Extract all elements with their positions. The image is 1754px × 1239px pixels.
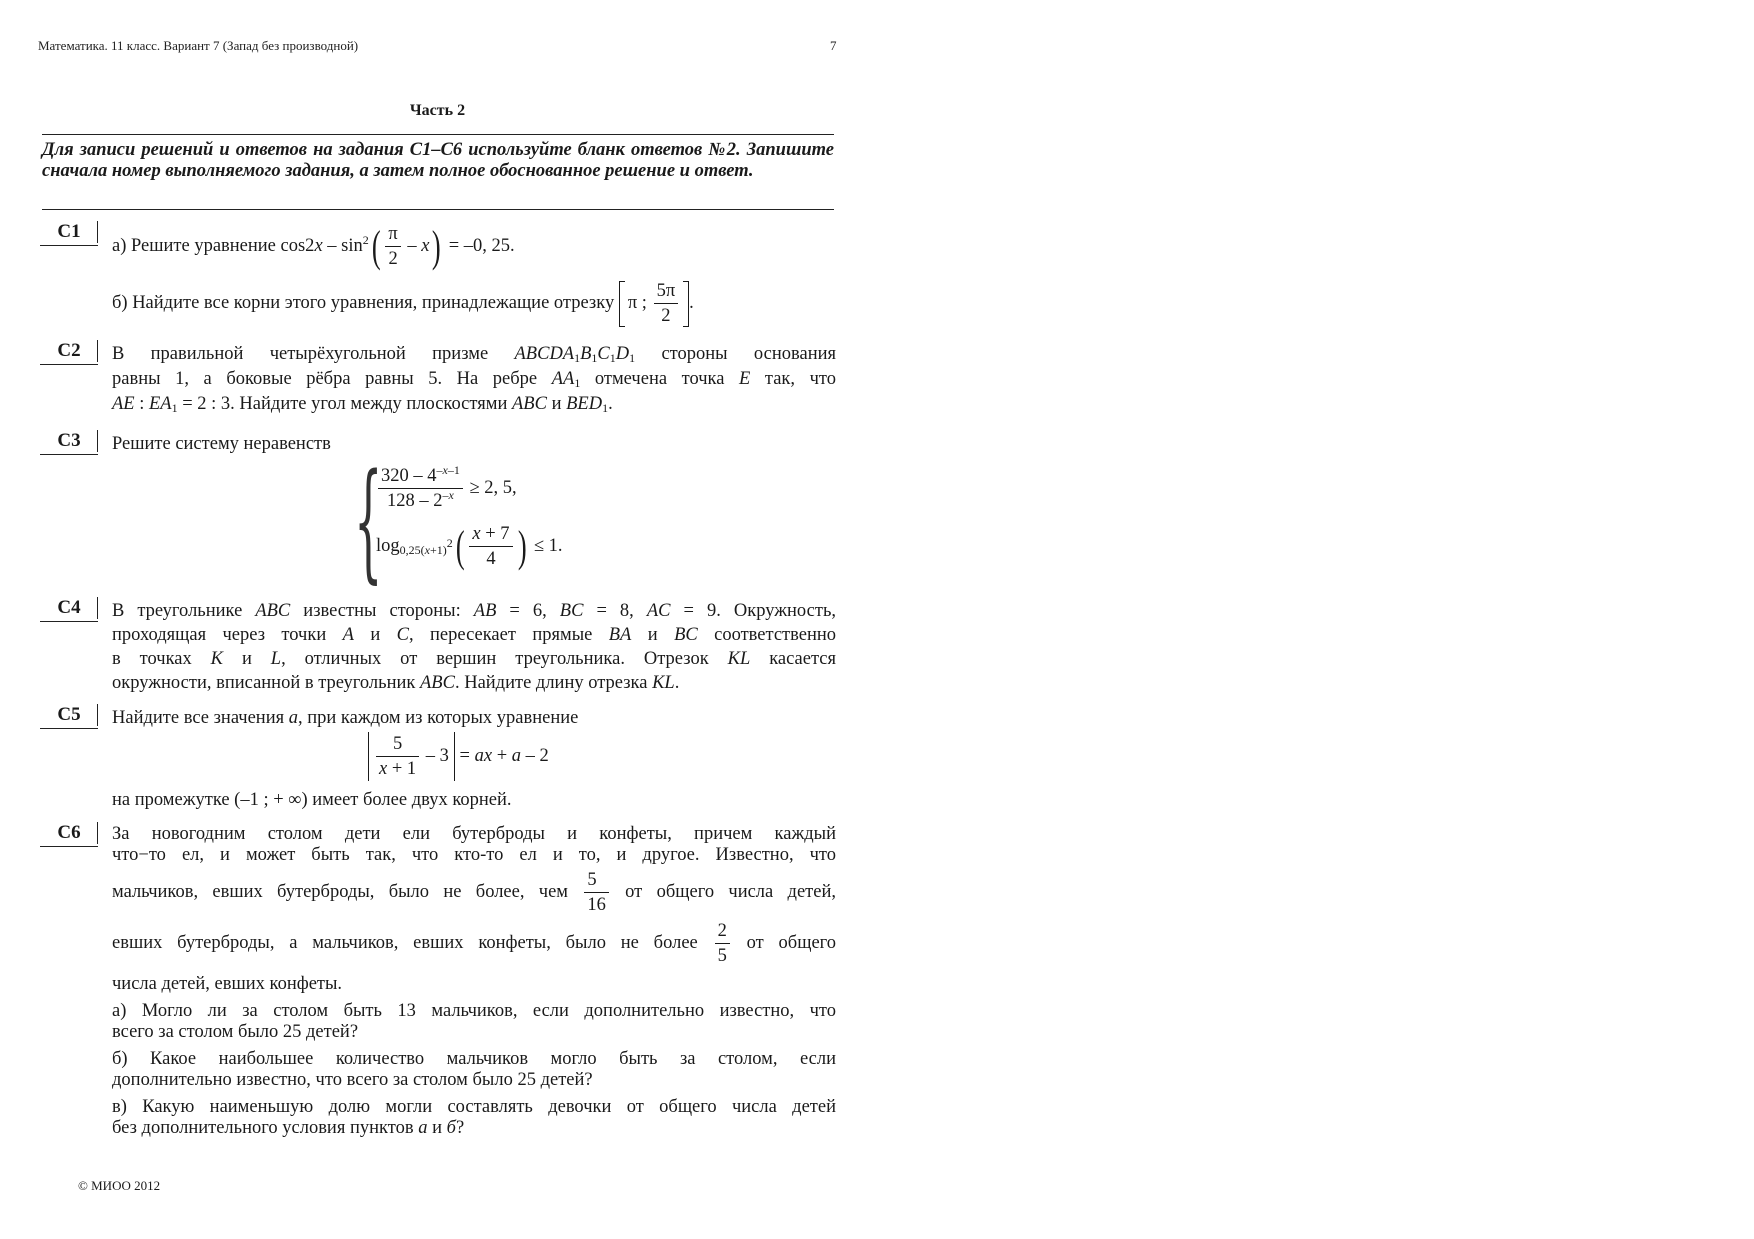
system-brace: { xyxy=(354,447,383,596)
c1-part-a: а) Решите уравнение $\cos 2x - \sin^2$( $\frac{\pi}{2}$ – x) = –0, 25. xyxy=(112,221,515,271)
rule-top xyxy=(42,134,834,135)
c3-inequality-1: $\frac{320 - 4^{-x-1}}{128 - 2^{-x}}$ ≥ 2, 5, xyxy=(376,464,517,513)
c1-part-b: б) Найдите все корни этого уравнения, принадлежащие отрезку π ; $\frac{5\pi}{2}$ . xyxy=(112,281,694,326)
task-label-c4: С4 xyxy=(40,597,98,622)
task-c5-intro: Найдите все значения a, при каждом из которых уравнение xyxy=(112,708,579,728)
c3-inequality-2: $\log_{0,25(x+1)^2}$( $\frac{x + 7}{4}$ ) ≤ 1. xyxy=(376,521,563,571)
task-label-c6: С6 xyxy=(40,822,98,847)
page-number: 7 xyxy=(830,38,837,53)
c5-equation: $\frac{5}{x + 1}$ – 3 = ax + a – 2 xyxy=(368,732,549,781)
task-c1 xyxy=(112,222,836,328)
task-label-c3: С3 xyxy=(40,430,98,455)
task-c6: За новогодним столом дети ели бутерброды и конфеты, причем каждый что−то ел, и может быть так, что кто-то ел и то, и другое. Известно, что мальчиков, евших бутерброды, было не более, чем $\frac{5}{16}$ от общего числа детей, евших бутерброды, а мальчиков, евших конфеты, было не более $\frac{2}{5}$ от общего числа детей, евших конфеты. а) Могло ли за столом быть 13 мальчиков, если дополнительно известно, что всего за столом было 25 детей? б) Какое наибольшее количество мальчиков могло быть за столом, если дополнительно известно, что всего за столом было 25 детей? в) Какую наименьшую долю могли составлять девочки от общего числа детей без дополнительного условия пунктов а и б? xyxy=(112,824,837,1138)
rule-bottom xyxy=(42,209,834,210)
task-c5-after: на промежутке (–1 ; + ∞) имеет более двух корней. xyxy=(112,790,512,810)
task-c3-intro: Решите систему неравенств xyxy=(112,434,331,454)
c3-system xyxy=(354,447,654,596)
copyright-footer: © МИОО 2012 xyxy=(78,1178,161,1193)
task-c4: В треугольнике ABC известны стороны: AB = 6, BC = 8, AC = 9. Окружность, проходящая через точки A и C, пересекает прямые BA и BC соответственно в точках K и L, отличных от вершин треугольника. Отрезок KL касается окружности, вписанной в треугольник ABC. Найдите длину отрезка KL. xyxy=(112,601,837,693)
task-label-c1: С1 xyxy=(40,221,98,246)
running-header: Математика. 11 класс. Вариант 7 (Запад без производной) xyxy=(38,38,359,53)
part-title: Часть 2 xyxy=(409,102,466,119)
task-label-c2: С2 xyxy=(40,340,98,365)
instructions: Для записи решений и ответов на задания С1–С6 используйте бланк ответов №2. Запишите сначала номер выполняемого задания, а затем полное обоснованное решение и ответ. xyxy=(42,140,834,181)
task-label-c5: С5 xyxy=(40,704,98,729)
task-c2: В правильной четырёхугольной призме $ABCDA_1B_1C_1D_1$ стороны основания равны 1, а боковые рёбра равны 5. На ребре $AA_1$ отмечена точка E так, что AE : $EA_1 = 2$ : 3. Найдите угол между плоскостями ABC и $BED_1$. xyxy=(112,344,837,415)
